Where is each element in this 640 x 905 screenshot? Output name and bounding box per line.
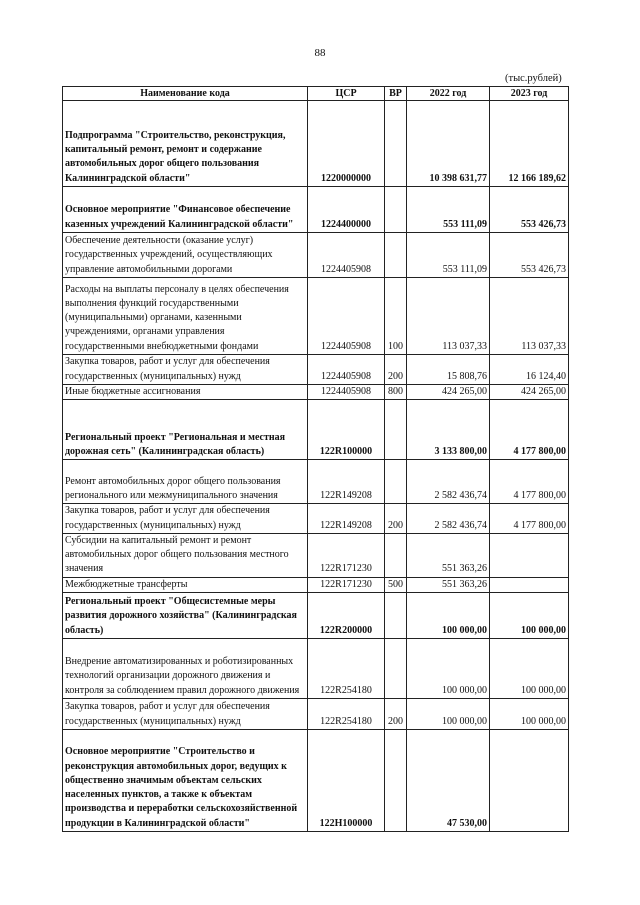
row-vr xyxy=(385,101,407,187)
row-name: Закупка товаров, работ и услуг для обеспечения государственных (муниципальных) нужд xyxy=(63,355,308,385)
row-name: Субсидии на капитальный ремонт и ремонт автомобильных дорог общего пользования местного значения xyxy=(63,533,308,577)
row-csr: 1224405908 xyxy=(308,355,385,385)
row-name: Иные бюджетные ассигнования xyxy=(63,385,308,400)
header-csr: ЦСР xyxy=(308,87,385,101)
row-name: Обеспечение деятельности (оказание услуг) государственных учреждений, осуществляющих управление автомобильными дорогами xyxy=(63,233,308,278)
row-vr: 200 xyxy=(385,355,407,385)
row-csr: 1224405908 xyxy=(308,278,385,355)
row-csr: 122R149208 xyxy=(308,504,385,534)
row-2023: 424 265,00 xyxy=(490,385,569,400)
row-vr xyxy=(385,639,407,699)
row-vr: 800 xyxy=(385,385,407,400)
row-2023: 12 166 189,62 xyxy=(490,101,569,187)
row-vr xyxy=(385,400,407,460)
table-row xyxy=(63,187,569,233)
row-vr: 200 xyxy=(385,504,407,534)
row-csr: 122Н100000 xyxy=(308,730,385,832)
table-row xyxy=(63,504,569,534)
row-2023: 16 124,40 xyxy=(490,355,569,385)
row-csr: 122R171230 xyxy=(308,533,385,577)
row-vr xyxy=(385,187,407,233)
header-2023: 2023 год xyxy=(490,87,569,101)
row-name: Внедрение автоматизированных и роботизированных технологий организации дорожного движения и контроля за соблюдением правил дорожного движения xyxy=(63,639,308,699)
row-2023: 113 037,33 xyxy=(490,278,569,355)
row-2023: 100 000,00 xyxy=(490,699,569,730)
row-csr: 122R100000 xyxy=(308,400,385,460)
row-2022: 47 530,00 xyxy=(407,730,490,832)
row-2022: 100 000,00 xyxy=(407,699,490,730)
unit-note: (тыс.рублей) xyxy=(505,73,562,84)
row-2023: 553 426,73 xyxy=(490,233,569,278)
table-row xyxy=(63,355,569,385)
table-header xyxy=(63,87,569,101)
row-2023: 100 000,00 xyxy=(490,593,569,639)
row-2023: 4 177 800,00 xyxy=(490,504,569,534)
header-2022: 2022 год xyxy=(407,87,490,101)
row-name: Основное мероприятие "Строительство и реконструкция автомобильных дорог, ведущих к общественно значимым объектам сельских населенных пунктов, а также к объектам производства и переработки сельскохозяйственной продукции в Калининградской области" xyxy=(63,730,308,832)
table-row xyxy=(63,400,569,460)
row-2023 xyxy=(490,577,569,592)
row-vr xyxy=(385,460,407,504)
row-name: Расходы на выплаты персоналу в целях обеспечения выполнения функций государственными (муниципальными) органами, казенными учреждениями, органами управления государственными внебюджетными фондами xyxy=(63,278,308,355)
row-2022: 3 133 800,00 xyxy=(407,400,490,460)
row-vr: 100 xyxy=(385,278,407,355)
table-body xyxy=(63,101,569,832)
row-csr: 1220000000 xyxy=(308,101,385,187)
row-vr: 500 xyxy=(385,577,407,592)
row-2022: 551 363,26 xyxy=(407,533,490,577)
row-vr xyxy=(385,533,407,577)
table-row xyxy=(63,593,569,639)
table-row xyxy=(63,699,569,730)
table-row xyxy=(63,101,569,187)
row-name: Закупка товаров, работ и услуг для обеспечения государственных (муниципальных) нужд xyxy=(63,699,308,730)
row-vr xyxy=(385,730,407,832)
table-row xyxy=(63,577,569,592)
row-2022: 100 000,00 xyxy=(407,639,490,699)
row-2022: 553 111,09 xyxy=(407,233,490,278)
row-vr xyxy=(385,233,407,278)
row-2022: 2 582 436,74 xyxy=(407,460,490,504)
header-name: Наименование кода xyxy=(63,87,308,101)
row-name: Ремонт автомобильных дорог общего пользования регионального или межмуниципального значения xyxy=(63,460,308,504)
budget-table xyxy=(62,86,569,832)
row-csr: 1224405908 xyxy=(308,385,385,400)
header-vr: ВР xyxy=(385,87,407,101)
row-csr: 122R200000 xyxy=(308,593,385,639)
row-2023 xyxy=(490,533,569,577)
row-2022: 113 037,33 xyxy=(407,278,490,355)
row-vr xyxy=(385,593,407,639)
row-name: Подпрограмма "Строительство, реконструкция, капитальный ремонт, ремонт и содержание автомобильных дорог общего пользования Калининградской области" xyxy=(63,101,308,187)
row-csr: 122R171230 xyxy=(308,577,385,592)
page-number: 88 xyxy=(314,47,326,59)
row-2023: 553 426,73 xyxy=(490,187,569,233)
row-2022: 551 363,26 xyxy=(407,577,490,592)
row-2023: 100 000,00 xyxy=(490,639,569,699)
row-2023: 4 177 800,00 xyxy=(490,460,569,504)
table-row xyxy=(63,730,569,832)
table-row xyxy=(63,533,569,577)
table-row xyxy=(63,385,569,400)
row-name: Закупка товаров, работ и услуг для обеспечения государственных (муниципальных) нужд xyxy=(63,504,308,534)
table-row xyxy=(63,460,569,504)
row-csr: 1224400000 xyxy=(308,187,385,233)
row-vr: 200 xyxy=(385,699,407,730)
table-row xyxy=(63,278,569,355)
row-csr: 122R254180 xyxy=(308,699,385,730)
row-2022: 10 398 631,77 xyxy=(407,101,490,187)
row-name: Межбюджетные трансферты xyxy=(63,577,308,592)
row-2023 xyxy=(490,730,569,832)
row-name: Региональный проект "Региональная и местная дорожная сеть" (Калининградская область) xyxy=(63,400,308,460)
table-row xyxy=(63,639,569,699)
row-2023: 4 177 800,00 xyxy=(490,400,569,460)
row-2022: 100 000,00 xyxy=(407,593,490,639)
row-name: Региональный проект "Общесистемные меры развития дорожного хозяйства" (Калининградская область) xyxy=(63,593,308,639)
row-csr: 122R149208 xyxy=(308,460,385,504)
row-2022: 15 808,76 xyxy=(407,355,490,385)
row-csr: 122R254180 xyxy=(308,639,385,699)
row-2022: 553 111,09 xyxy=(407,187,490,233)
row-name: Основное мероприятие "Финансовое обеспечение казенных учреждений Калининградской области" xyxy=(63,187,308,233)
table-row xyxy=(63,233,569,278)
row-2022: 2 582 436,74 xyxy=(407,504,490,534)
row-2022: 424 265,00 xyxy=(407,385,490,400)
row-csr: 1224405908 xyxy=(308,233,385,278)
header-row xyxy=(63,87,569,101)
